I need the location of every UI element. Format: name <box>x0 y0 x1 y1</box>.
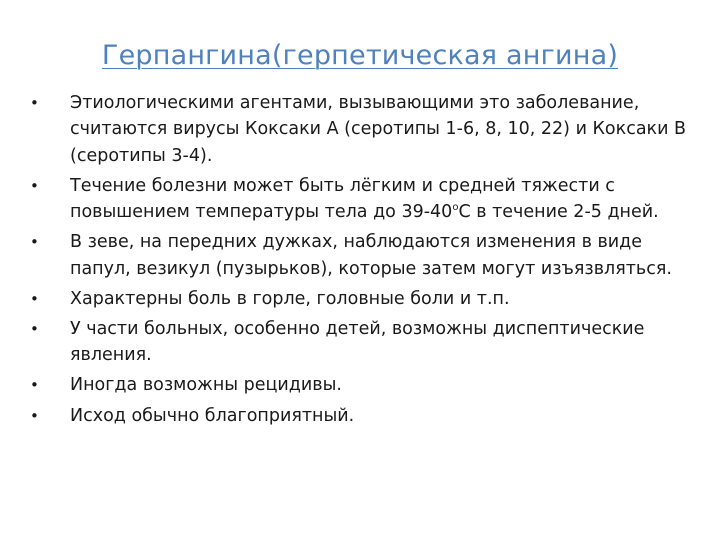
bullet-item <box>30 286 702 312</box>
bullet-dot-icon: • <box>30 176 39 195</box>
bullet-text: Этиологическими агентами, вызывающими это заболевание, считаются вирусы Коксаки А (серотипы 1-6, 8, 10, 22) и Коксаки В (серотипы 3-4). <box>70 93 687 166</box>
degree-superscript: о <box>452 202 459 214</box>
bullet-list <box>30 90 702 433</box>
bullet-item <box>30 372 702 398</box>
bullet-text: Исход обычно благоприятный. <box>70 405 355 426</box>
bullet-text: У части больных, особенно детей, возможны диспептические явления. <box>70 318 645 366</box>
bullet-text-part: С в течение 2-5 дней. <box>458 202 659 223</box>
bullet-item <box>30 229 702 282</box>
bullet-dot-icon: • <box>30 289 39 308</box>
bullet-dot-icon: • <box>30 94 39 112</box>
bullet-text: Иногда возможны рецидивы. <box>70 375 342 396</box>
bullet-dot-icon: • <box>30 406 39 425</box>
bullet-text: В зеве, на передних дужках, наблюдаются изменения в виде папул, везикул (пузырьков), которые затем могут изъязвляться. <box>70 232 672 279</box>
bullet-item <box>30 316 702 369</box>
slide-title <box>0 38 720 74</box>
bullet-dot-icon: • <box>30 319 39 338</box>
bullet-item <box>30 90 702 169</box>
bullet-text <box>70 176 659 222</box>
bullet-text: Характерны боль в горле, головные боли и т.п. <box>70 288 510 309</box>
bullet-dot-icon: • <box>30 376 39 395</box>
bullet-item <box>30 403 702 429</box>
bullet-dot-icon: • <box>30 233 39 252</box>
slide-title-text: Герпангина(герпетическая ангина) <box>101 40 619 71</box>
bullet-text-part: Течение болезни может быть лёгким и средней тяжести с повышением температуры тела до 39-40 <box>70 175 615 223</box>
bullet-item <box>30 173 702 226</box>
